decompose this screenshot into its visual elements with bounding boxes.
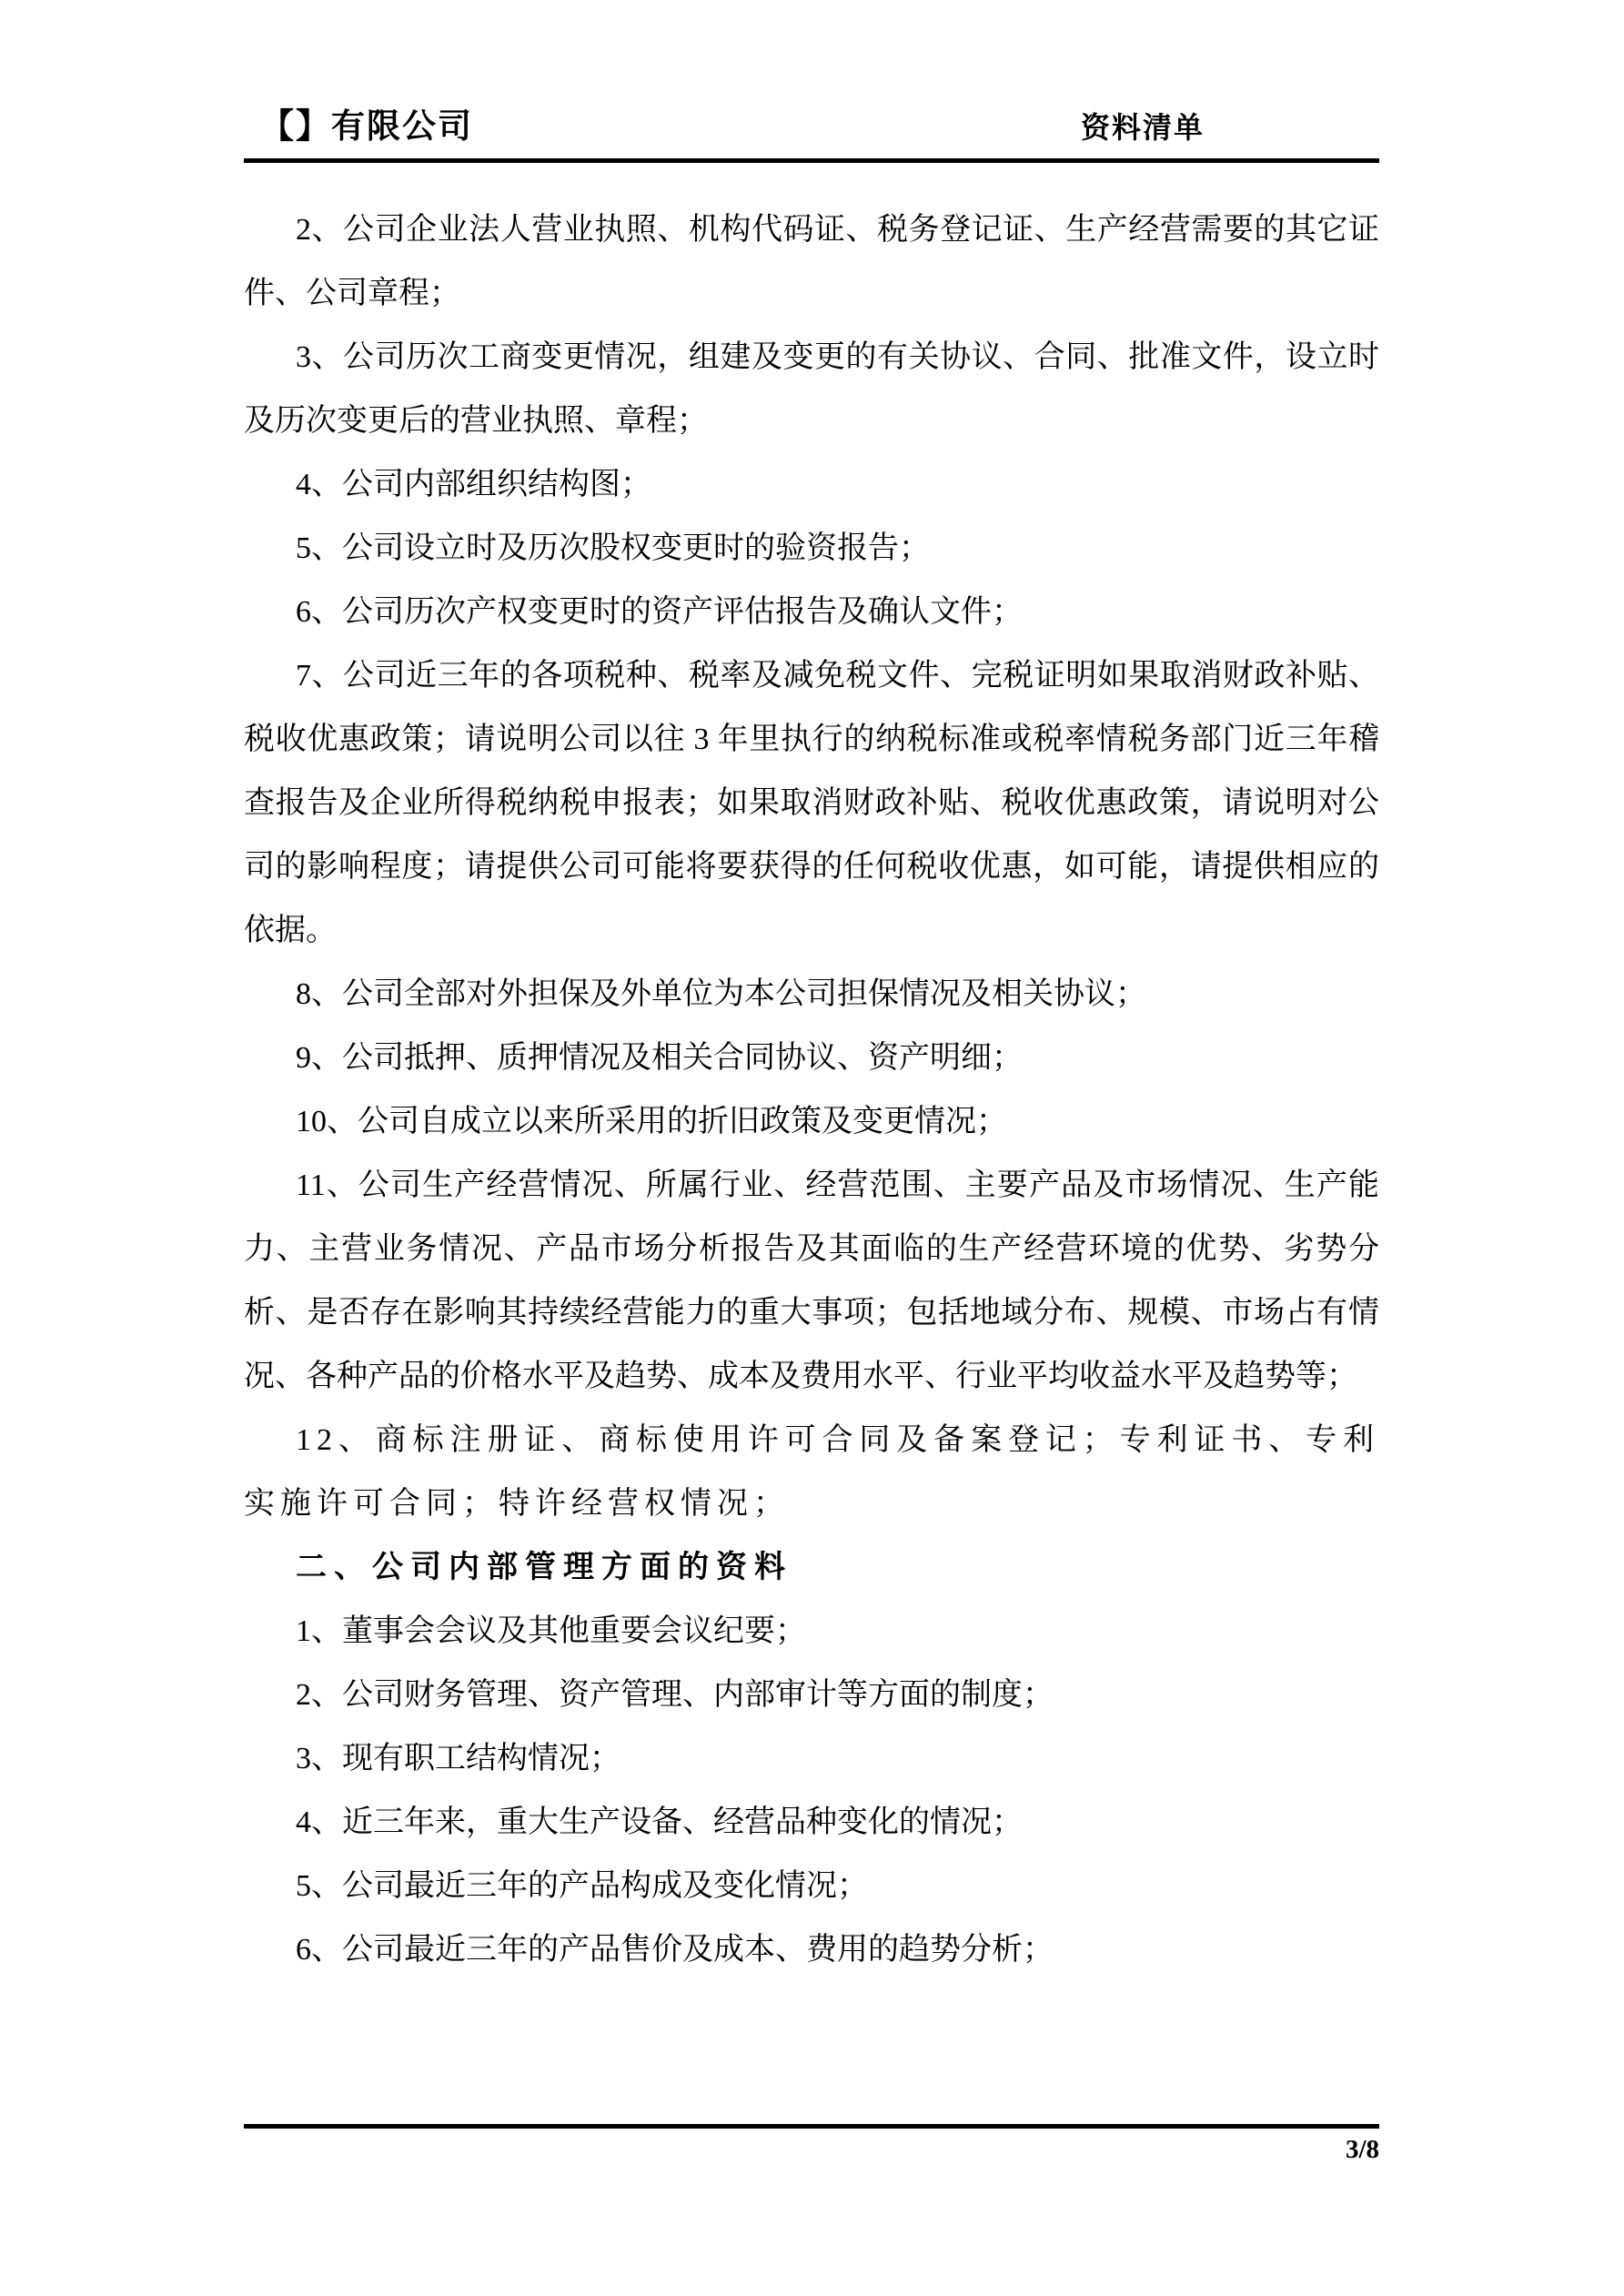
list-item: 4、公司内部组织结构图； xyxy=(296,468,651,501)
list-item: 5、公司设立时及历次股权变更时的验资报告； xyxy=(296,531,930,565)
page-footer xyxy=(244,2124,1379,2165)
page-header xyxy=(244,106,1379,163)
list-item: 2、公司财务管理、资产管理、内部审计等方面的制度； xyxy=(296,1678,1054,1712)
list-item: 8、公司全部对外担保及外单位为本公司担保情况及相关协议； xyxy=(296,977,1146,1011)
section-heading: 二、公司内部管理方面的资料 xyxy=(296,1551,792,1584)
list-item: 5、公司最近三年的产品构成及变化情况； xyxy=(296,1869,868,1903)
document-body xyxy=(244,198,1379,1982)
list-item: 9、公司抵押、质押情况及相关合同协议、资产明细； xyxy=(296,1041,1023,1075)
list-item: 3、公司历次工商变更情况，组建及变更的有关协议、合同、批准文件，设立时及历次变更后的营业执照、章程； xyxy=(244,340,1379,438)
list-item: 12、商标注册证、商标使用许可合同及备案登记；专利证书、专利实施许可合同；特许经营权情况； xyxy=(244,1423,1379,1521)
list-item: 10、公司自成立以来所采用的折旧政策及变更情况； xyxy=(296,1105,1007,1138)
page-number: 3/8 xyxy=(1345,2135,1379,2164)
list-item: 3、现有职工结构情况； xyxy=(296,1742,620,1775)
doc-title: 资料清单 xyxy=(1080,111,1205,144)
list-item: 6、公司最近三年的产品售价及成本、费用的趋势分析； xyxy=(296,1933,1054,1967)
list-item: 1、董事会会议及其他重要会议纪要； xyxy=(296,1614,806,1648)
list-item: 4、近三年来，重大生产设备、经营品种变化的情况； xyxy=(296,1805,1023,1839)
list-item: 6、公司历次产权变更时的资产评估报告及确认文件； xyxy=(296,595,1023,629)
company-name: 【】有限公司 xyxy=(260,107,473,145)
list-item: 11、公司生产经营情况、所属行业、经营范围、主要产品及市场情况、生产能力、主营业务情况、产品市场分析报告及其面临的生产经营环境的优势、劣势分析、是否存在影响其持续经营能力的重大事项；包括地域分布、规模、市场占有情况、各种产品的价格水平及趋势、成本及费用水平、行业平均收益水平及趋势等； xyxy=(244,1168,1379,1393)
list-item: 2、公司企业法人营业执照、机构代码证、税务登记证、生产经营需要的其它证件、公司章程； xyxy=(244,213,1379,310)
list-item: 7、公司近三年的各项税种、税率及减免税文件、完税证明如果取消财政补贴、税收优惠政策；请说明公司以往 3 年里执行的纳税标准或税率情税务部门近三年稽查报告及企业所得税纳税申报表；如果取消财政补贴、税收优惠政策，请说明对公司的影响程度；请提供公司可能将要获得的任何税收优惠，如可能，请提供相应的依据。 xyxy=(244,659,1379,947)
